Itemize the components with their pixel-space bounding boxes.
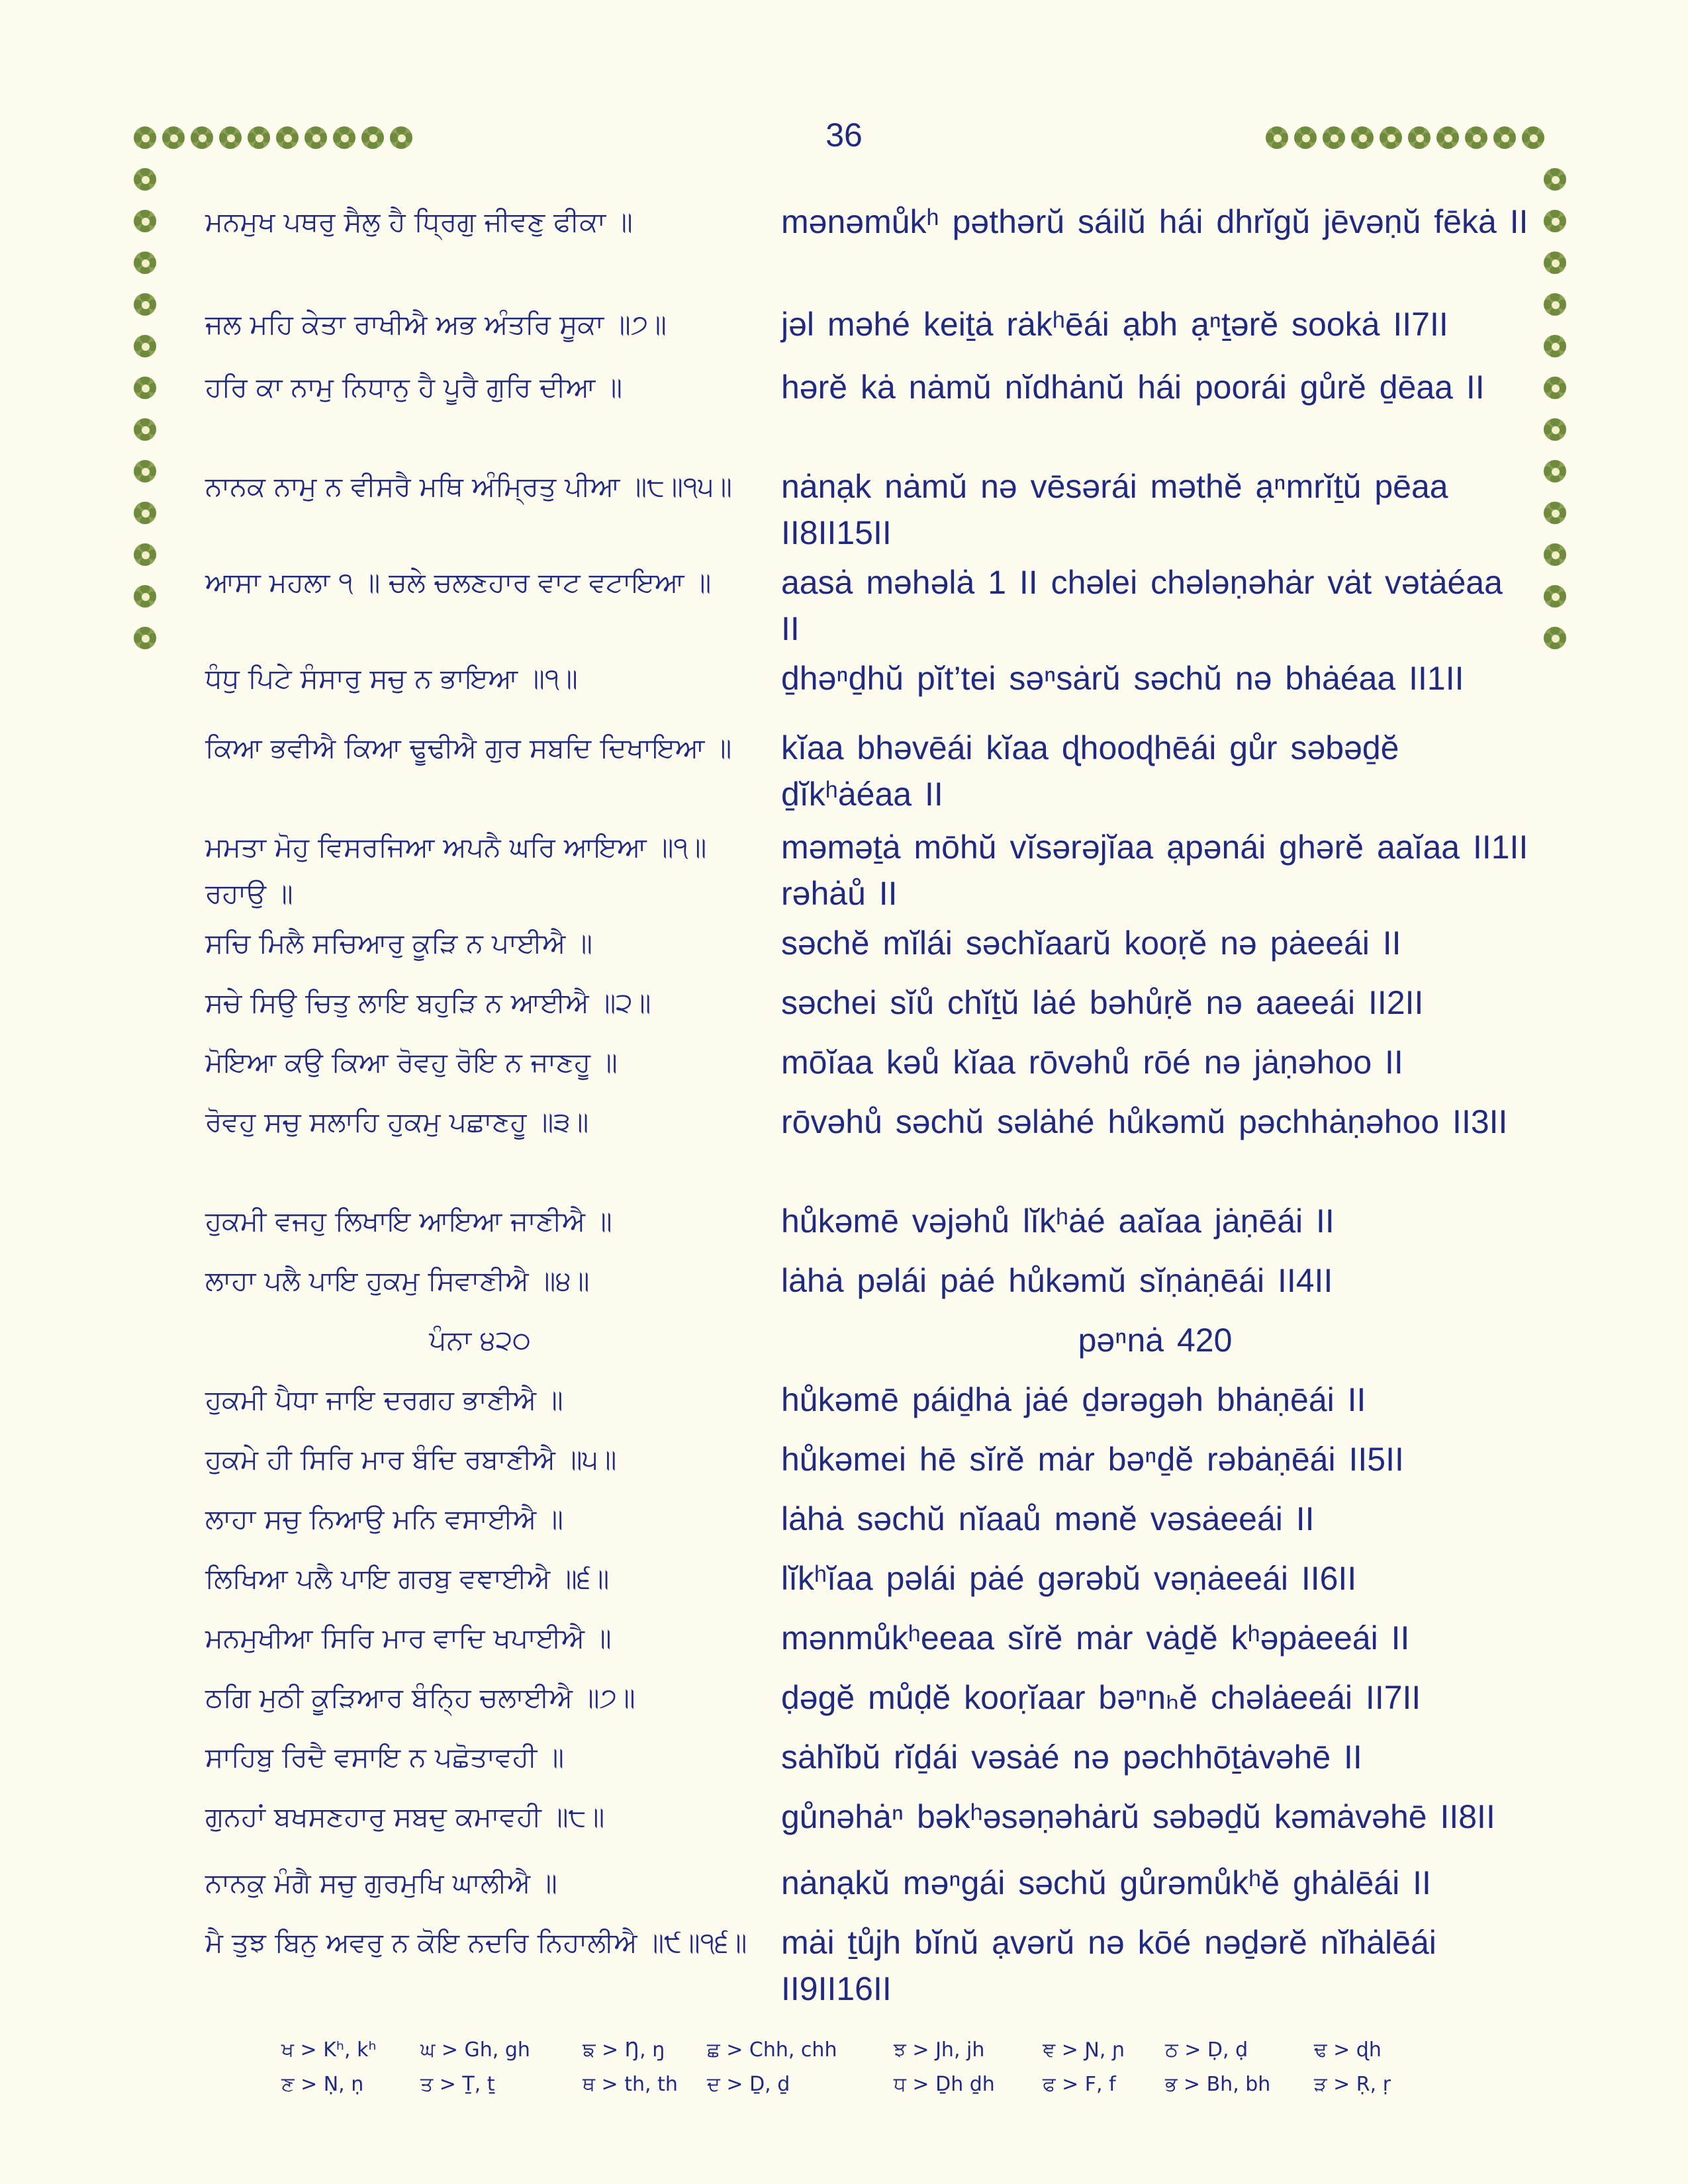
gurmukhi-line: ਸਚੇ ਸਿਉ ਚਿਤੁ ਲਾਇ ਬਹੁੜਿ ਨ ਆਈਐ ॥੨॥ <box>205 987 651 1019</box>
transliteration-line: mənmůkʰeeaa sĭrĕ mȧr vȧḏĕ kʰəpȧeeái II <box>781 1619 1410 1657</box>
gurmukhi-line: ਮਮਤਾ ਮੋਹੁ ਵਿਸਰਜਿਆ ਅਪਨੈ ਘਰਿ ਆਇਆ ॥੧॥ ਰਹਾਉ ॥ <box>205 831 707 909</box>
gurmukhi-line: ਰੋਵਹੁ ਸਚੁ ਸਲਾਹਿ ਹੁਕਮੁ ਪਛਾਣਹੂ ॥੩॥ <box>205 1106 589 1138</box>
gurmukhi-line: ਹਰਿ ਕਾ ਨਾਮੁ ਨਿਧਾਨੁ ਹੈ ਪੂਰੈ ਗੁਰਿ ਦੀਆ ॥ <box>205 371 623 403</box>
gurmukhi-line: ਧੰਧੁ ਪਿਟੇ ਸੰਸਾਰੁ ਸਚੁ ਨ ਭਾਇਆ ॥੧॥ <box>205 662 578 694</box>
flower-ornament-icon <box>134 585 156 608</box>
flower-ornament-icon <box>248 126 270 149</box>
flower-ornament-icon <box>1493 126 1516 149</box>
legend-entry: ਥ > th, th <box>583 2073 678 2096</box>
flower-ornament-icon <box>162 126 185 149</box>
gurmukhi-line: ਆਸਾ ਮਹਲਾ ੧ ॥ ਚਲੇ ਚਲਣਹਾਰ ਵਾਟ ਵਟਾਇਆ ॥ <box>205 567 712 598</box>
flower-ornament-icon <box>134 335 156 357</box>
gurmukhi-line: ਨਾਨਕੁ ਮੰਗੈ ਸਚੁ ਗੁਰਮੁਖਿ ਘਾਲੀਐ ॥ <box>205 1867 557 1899</box>
legend-entry: ੜ > Ṛ, ṛ <box>1314 2073 1391 2096</box>
gurmukhi-line: ਪੰਨਾ ੪੨੦ <box>429 1324 531 1356</box>
flower-ornament-icon <box>361 126 384 149</box>
transliteration-line: mōĭaa kəů kĭaa rōvəhů rōé nə jȧṇəhoo II <box>781 1044 1403 1081</box>
legend-entry: ਛ > Chh, chh <box>707 2038 837 2062</box>
flower-ornament-icon <box>1544 627 1566 649</box>
flower-ornament-icon <box>1544 543 1566 566</box>
flower-ornament-icon <box>1408 126 1430 149</box>
transliteration-line: nȧnạk nȧmŭ nə vēsərái məthĕ ạⁿmrĭṯŭ pēaa II8II15II <box>781 468 1448 551</box>
legend-entry: ਣ > Ṇ, ṇ <box>281 2073 364 2096</box>
legend-entry: ਘ > Gh, gh <box>420 2038 530 2062</box>
legend-entry: ਖ > Kʰ, kʰ <box>281 2038 377 2062</box>
legend-entry: ਠ > Ḍ, ḍ <box>1165 2038 1248 2062</box>
transliteration-line: hůkəmē páiḏhȧ jȧé ḏərəgəh bhȧṇēái II <box>781 1381 1366 1418</box>
flower-ornament-icon <box>191 126 213 149</box>
legend-entry: ਦ > Ḏ, ḏ <box>707 2073 790 2096</box>
gurmukhi-line: ਮੈ ਤੁਝ ਬਿਨੁ ਅਵਰੁ ਨ ਕੋਇ ਨਦਰਿ ਨਿਹਾਲੀਐ ॥੯॥੧੬॥ <box>205 1927 747 1958</box>
legend-entry: ਤ > Ṯ, ṯ <box>420 2073 495 2096</box>
flower-ornament-icon <box>134 543 156 566</box>
gurmukhi-line: ਹੁਕਮੀ ਵਜਹੁ ਲਿਖਾਇ ਆਇਆ ਜਾਣੀਐ ॥ <box>205 1205 612 1237</box>
legend-entry: ਢ > ɖh <box>1314 2038 1382 2062</box>
flower-ornament-icon <box>305 126 327 149</box>
flower-ornament-icon <box>1323 126 1345 149</box>
flower-ornament-icon <box>1544 293 1566 316</box>
flower-ornament-icon <box>219 126 242 149</box>
transliteration-line: lĭkʰĭaa pəlái pȧé gərəbŭ vəṇȧeeái II6II <box>781 1560 1357 1597</box>
transliteration-line: lȧhȧ səchŭ nĭaaů mənĕ vəsȧeeái II <box>781 1500 1315 1537</box>
flower-ornament-icon <box>134 293 156 316</box>
gurmukhi-line: ਠਗਿ ਮੁਠੀ ਕੂੜਿਆਰ ਬੰਨ੍ਹਿ ਚਲਾਈਐ ॥੭॥ <box>205 1682 635 1713</box>
flower-ornament-icon <box>1294 126 1317 149</box>
transliteration-line: mənəmůkʰ pəthərŭ sáilŭ hái dhrĭgŭ jēvəṇŭ fēkȧ II <box>781 203 1528 240</box>
gurmukhi-line: ਮਨਮੁਖੀਆ ਸਿਰਿ ਮਾਰ ਵਾਦਿ ਖਪਾਈਐ ॥ <box>205 1622 612 1654</box>
flower-ornament-icon <box>134 251 156 274</box>
transliteration-line: kĭaa bhəvēái kĭaa ɖhooɖhēái gůr səbəḏĕ ḏĭkʰȧéaa II <box>781 729 1399 813</box>
transliteration-line: ḏhəⁿḏhŭ pĭt’tei səⁿsȧrŭ səchŭ nə bhȧéaa II1II <box>781 660 1464 697</box>
flower-ornament-icon <box>134 418 156 441</box>
transliteration-line: ḍəgĕ můḍĕ kooṛĭaar bəⁿnₕĕ chəlȧeeái II7II <box>781 1679 1421 1716</box>
legend-entry: ਫ > F, f <box>1043 2073 1116 2096</box>
flower-ornament-icon <box>134 377 156 399</box>
gurmukhi-line: ਜਲ ਮਹਿ ਕੇਤਾ ਰਾਖੀਐ ਅਭ ਅੰਤਰਿ ਸੂਕਾ ॥੭॥ <box>205 308 667 340</box>
flower-ornament-icon <box>134 627 156 649</box>
transliteration-line: lȧhȧ pəlái pȧé hůkəmŭ sĭṇȧṇēái II4II <box>781 1262 1333 1299</box>
gurmukhi-line: ਸਚਿ ਮਿਲੈ ਸਚਿਆਰੁ ਕੂੜਿ ਨ ਪਾਈਐ ॥ <box>205 927 592 959</box>
flower-ornament-icon <box>134 502 156 524</box>
flower-ornament-icon <box>1544 460 1566 482</box>
flower-ornament-icon <box>1544 210 1566 232</box>
gurmukhi-line: ਲਾਹਾ ਸਚੁ ਨਿਆਉ ਮਨਿ ਵਸਾਈਐ ॥ <box>205 1503 563 1535</box>
page-number: 36 <box>825 116 863 154</box>
flower-ornament-icon <box>134 210 156 232</box>
gurmukhi-line: ਹੁਕਮੇ ਹੀ ਸਿਰਿ ਮਾਰ ਬੰਦਿ ਰਬਾਣੀਐ ॥੫॥ <box>205 1443 617 1475</box>
flower-ornament-icon <box>1436 126 1459 149</box>
transliteration-line: səchĕ mĭlái səchĭaarŭ kooṛĕ nə pȧeeái II <box>781 925 1401 962</box>
flower-ornament-icon <box>1544 585 1566 608</box>
flower-ornament-icon <box>1544 502 1566 524</box>
flower-ornament-icon <box>1544 418 1566 441</box>
transliteration-line: hůkəmē vəjəhů lĭkʰȧé aaĭaa jȧṇēái II <box>781 1203 1335 1240</box>
flower-ornament-icon <box>134 168 156 191</box>
transliteration-line: hůkəmei hē sĭrĕ mȧr bəⁿḏĕ rəbȧṇēái II5II <box>781 1441 1404 1478</box>
legend-entry: ਭ > Bh, bh <box>1165 2073 1271 2096</box>
flower-ornament-icon <box>1465 126 1487 149</box>
flower-ornament-icon <box>1522 126 1544 149</box>
flower-ornament-icon <box>1544 251 1566 274</box>
gurmukhi-line: ਲਾਹਾ ਪਲੈ ਪਾਇ ਹੁਕਮੁ ਸਿਵਾਣੀਐ ॥੪॥ <box>205 1265 590 1297</box>
gurmukhi-line: ਮਨਮੁਖ ਪਥਰੁ ਸੈਲੁ ਹੈ ਧ੍ਰਿਗੁ ਜੀਵਣੁ ਫੀਕਾ ॥ <box>205 206 633 238</box>
legend-entry: ਧ > Ḏh ḏh <box>894 2073 995 2096</box>
flower-ornament-icon <box>1544 168 1566 191</box>
transliteration-line: pəⁿnȧ 420 <box>1078 1322 1233 1359</box>
transliteration-line: rōvəhů səchŭ səlȧhé hůkəmŭ pəchhȧṇəhoo II3II <box>781 1103 1508 1140</box>
gurmukhi-line: ਕਿਆ ਭਵੀਐ ਕਿਆ ਢੂਢੀਐ ਗੁਰ ਸਬਦਿ ਦਿਖਾਇਆ ॥ <box>205 732 732 764</box>
transliteration-line: nȧnạkŭ məⁿgái səchŭ gůrəmůkʰĕ ghȧlēái II <box>781 1864 1431 1901</box>
gurmukhi-line: ਲਿਖਿਆ ਪਲੈ ਪਾਇ ਗਰਬੁ ਵਞਾਈਐ ॥੬॥ <box>205 1563 610 1594</box>
flower-ornament-icon <box>1380 126 1402 149</box>
gurmukhi-line: ਗੁਨਹਾਂ ਬਖਸਣਹਾਰੁ ਸਬਦੁ ਕਮਾਵਹੀ ॥੮॥ <box>205 1801 605 1833</box>
flower-ornament-icon <box>333 126 355 149</box>
flower-ornament-icon <box>134 126 156 149</box>
gurmukhi-line: ਹੁਕਮੀ ਪੈਧਾ ਜਾਇ ਦਰਗਹ ਭਾਣੀਐ ॥ <box>205 1384 563 1416</box>
transliteration-line: gůnəhȧⁿ bəkʰəsəṇəhȧrŭ səbəḏŭ kəmȧvəhē II8II <box>781 1798 1495 1835</box>
flower-ornament-icon <box>134 460 156 482</box>
flower-ornament-icon <box>390 126 412 149</box>
flower-ornament-icon <box>1266 126 1288 149</box>
flower-ornament-icon <box>1351 126 1374 149</box>
transliteration-line: məməṯȧ mōhŭ vĭsərəjĭaa ạpənái ghərĕ aaĭaa II1II rəhȧů II <box>781 829 1528 912</box>
flower-ornament-icon <box>1544 335 1566 357</box>
flower-ornament-icon <box>1544 377 1566 399</box>
transliteration-line: səchei sĭů chĭṯŭ lȧé bəhůṛĕ nə aaeeái II2II <box>781 984 1424 1021</box>
transliteration-line: sȧhĭbŭ rĭḏái vəsȧé nə pəchhōṯȧvəhē II <box>781 1739 1362 1776</box>
legend-entry: ਙ > Ŋ, ŋ <box>583 2038 665 2062</box>
legend-entry: ਞ > Ɲ, ɲ <box>1043 2038 1125 2062</box>
transliteration-line: aasȧ məhəlȧ 1 II chəlei chələṇəhȧr vȧt vətȧéaa II <box>781 564 1503 647</box>
transliteration-line: mȧi ṯůjh bĭnŭ ạvərŭ nə kōé nəḏərĕ nĭhȧlēái II9II16II <box>781 1924 1436 2007</box>
transliteration-line: jəl məhé keiṯȧ rȧkʰēái ạbh ạⁿṯərĕ sookȧ II7II <box>781 306 1448 343</box>
flower-ornament-icon <box>276 126 299 149</box>
gurmukhi-line: ਨਾਨਕ ਨਾਮੁ ਨ ਵੀਸਰੈ ਮਥਿ ਅੰਮ੍ਰਿਤੁ ਪੀਆ ॥੮॥੧੫॥ <box>205 471 732 502</box>
gurmukhi-line: ਮੋਇਆ ਕਉ ਕਿਆ ਰੋਵਹੁ ਰੋਇ ਨ ਜਾਣਹੂ ॥ <box>205 1046 618 1078</box>
gurmukhi-line: ਸਾਹਿਬੁ ਰਿਦੈ ਵਸਾਇ ਨ ਪਛੋਤਾਵਹੀ ॥ <box>205 1741 564 1773</box>
transliteration-line: hərĕ kȧ nȧmŭ nĭdhȧnŭ hái poorái gůrĕ ḏēaa II <box>781 369 1485 406</box>
legend-entry: ਝ > Jh, jh <box>894 2038 985 2062</box>
